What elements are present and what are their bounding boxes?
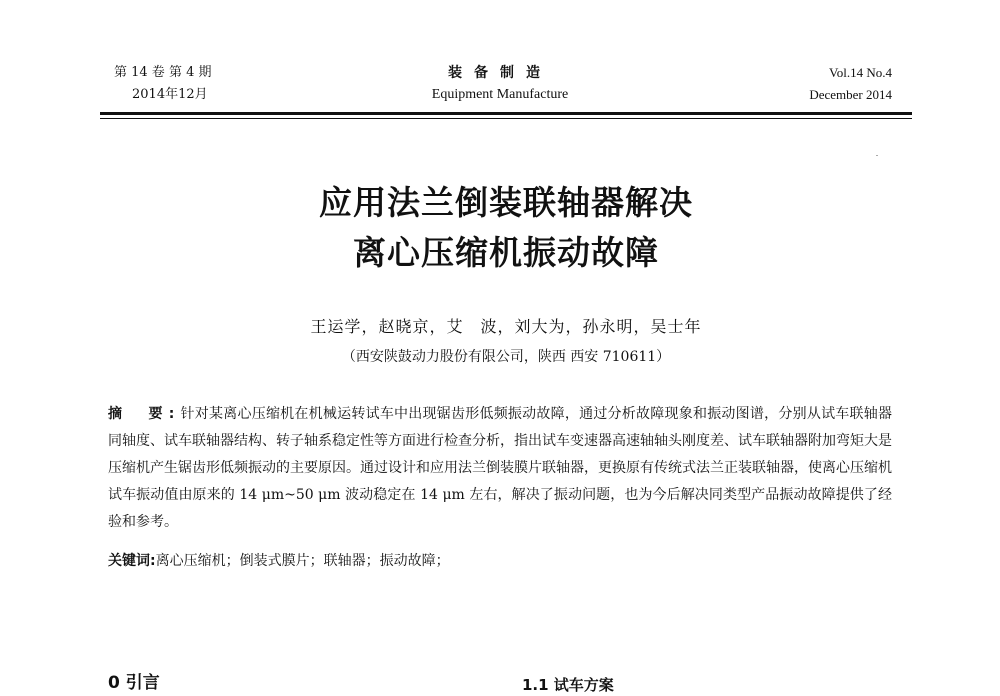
section-heading-intro: 0 引言 [108,673,160,693]
author-list: 王运学，赵晓京，艾 波，刘大为，孙永明，吴士年 [310,317,702,336]
article-title [100,178,912,278]
header-center [400,62,600,106]
keywords-label: 关键词: [108,553,156,569]
volume-issue-en: Vol.14 No.4 [829,65,892,80]
keywords-text: 离心压缩机；倒装式膜片；联轴器；振动故障； [155,553,450,569]
affiliation: （西安陕鼓动力股份有限公司，陕西 西安 710611） [341,349,671,365]
keywords [108,550,892,572]
title-line-2: 离心压缩机振动故障 [353,233,659,272]
abstract-label: 摘 要: [108,406,181,422]
header-right [712,62,892,106]
section-heading-test-plan: 1.1 试车方案 [522,676,614,694]
header-rule-thick [100,112,912,115]
journal-name-cn: 装备制造 [448,65,552,81]
abstract [108,401,892,536]
volume-issue-cn: 第 14 卷 第 4 期 [114,65,212,80]
title-line-1: 应用法兰倒装联轴器解决 [319,183,693,222]
header-rule-thin [100,118,912,119]
journal-name-en: Equipment Manufacture [431,87,569,102]
date-en: December 2014 [809,87,892,102]
date-cn: 2014年12月 [132,87,208,102]
header-left [112,62,272,106]
scan-speck [876,155,878,156]
abstract-text: 针对某离心压缩机在机械运转试车中出现锯齿形低频振动故障，通过分析故障现象和振动图谱，分别从试车联轴器同轴度、试车联轴器结构、转子轴系稳定性等方面进行检查分析，指出试车变速器高速轴轴头刚度差、试车联轴器附加弯矩大是压缩机产生锯齿形低频振动的主要原因。通过设计和应用法兰倒装膜片联轴器，更换原有传统式法兰正装联轴器，使离心压缩机试车振动值由原来的 14 μm~50 μm 波动稳定在 14 μm 左右，解决了振动问题，也为今后解决同类型产品振动故障提供了经验和参考。 [108,406,892,530]
